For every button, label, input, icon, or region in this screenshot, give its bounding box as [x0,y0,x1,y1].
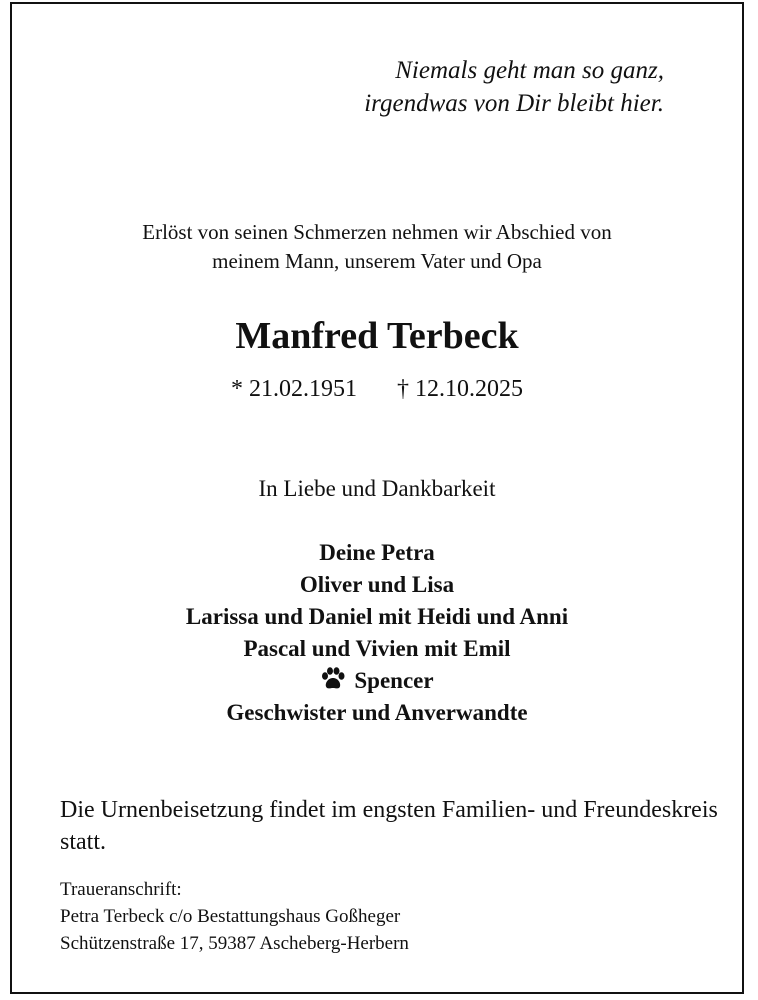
mourner-1: Deine Petra [319,540,435,565]
mourners-list [12,537,742,729]
quote-line-2: irgendwas von Dir bleibt hier. [364,90,664,117]
farewell-intro [12,218,742,276]
mourner-4: Pascal und Vivien mit Emil [243,636,511,661]
birth-date: * 21.02.1951 [231,376,357,402]
mourner-extended: Geschwister und Anverwandte [226,700,528,725]
address-line-1: Petra Terbeck c/o Bestattungshaus Goßheger [60,906,401,927]
obituary-notice [10,2,744,994]
burial-note: Die Urnenbeisetzung findet im engsten Familien- und Freundeskreis statt. [60,797,718,855]
death-date: † 12.10.2025 [397,376,523,402]
address-label: Traueranschrift: [60,879,182,900]
paw-icon [320,667,346,691]
deceased-name: Manfred Terbeck [235,315,519,357]
dedication-line: In Liebe und Dankbarkeit [258,476,496,501]
address-line-2: Schützenstraße 17, 59387 Ascheberg-Herbern [60,933,409,954]
intro-line-1: Erlöst von seinen Schmerzen nehmen wir Abschied von [142,220,612,244]
memorial-quote [364,54,664,120]
mourning-address [60,876,409,957]
life-dates [12,373,742,405]
mourner-2: Oliver und Lisa [299,572,455,597]
mourner-3: Larissa und Daniel mit Heidi und Anni [185,604,569,629]
quote-line-1: Niemals geht man so ganz, [395,57,664,84]
pet-name: Spencer [354,668,434,693]
intro-line-2: meinem Mann, unserem Vater und Opa [212,249,542,273]
mourner-pet [12,665,742,697]
